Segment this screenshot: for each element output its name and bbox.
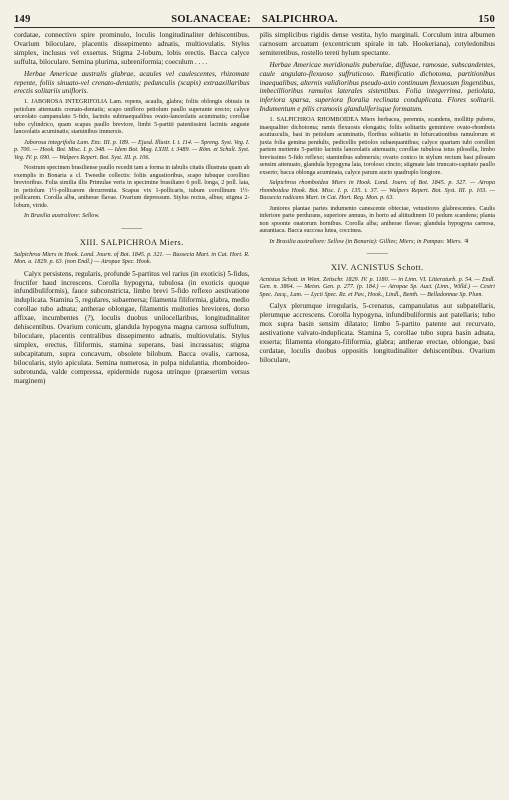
genus-synonymy: Acnistus Schott. in Wien. Zeitschr. 1829. IV. p. 1180. — in Linn. VI. Litteraturb. p. 54. — Endl. Gen. n. 3864. — Meisn. Gen. p. 277. (p. 184.) — Atropae Sp. Auct. (Linn., Willd.) — Cestri Spec. Jacq., Lam. — Lycii Spec. Rz. et Pav., Hook., Lindl., Benth. — Belladonnae Sp. Plum. — [259, 276, 495, 298]
right-running-title: SALPICHROA. — [261, 14, 338, 25]
right-page-number: 150 — [478, 14, 495, 25]
section-divider: ——— — [121, 223, 143, 232]
species-locality: In Brasilia australiore: Sellow. — [24, 213, 100, 220]
right-column — [260, 31, 496, 388]
habit-description: Herbae Americae australis glabrae, acaules vel caulescentes, rhizomate repente, foliis sinuato-vel crenato-dentatis; pedunculis (scapis) extraaxillaribus erectis solitariis unifloris. — [14, 69, 250, 96]
genus-synonymy: Salpichroa Miers in Hook. Lond. Journ. of Bot. 1845. p. 321. — Bussecia Mart. in Cat. Hort. R. Mon. a. 1829. p. 63. (non Endl.) — Atropae Spec. Hook. — [14, 251, 250, 266]
habit-description: Herbae Americae meridionalis puberulae, diffusae, ramosae, subscandentes, caule angulato-flexuoso suffruticoso. Ramificatio dichotoma, partitionibus inaequalibus, alternis validioribus pseudo-axin continuum flexuosum fingentibus, imbecillioribus ramulos laterales sistentibus. Folia integerrima, petiolata, inferiora sparsa, superiora floralia reclinata conduplicata. Flores solitarii. Indumentum e pilis cramosis glanduliferisque formatum. — [259, 60, 495, 114]
left-column — [14, 31, 250, 388]
species-notes: Nostrum specimen brasiliense paullo recedit tam a forma in tabulis citatis illustrata quam ab exemplis in Bonaria a cl. Tweedie collectis: foliis angustioribus, scapo tubuque corollino brevioribus. Folia similia illis Primulae veris in speciminе brasiliano 6 poll. longa, 2 poll. lata, in petiolum 1½-pollicarem decurrentia. Scapus vix 1-pollicaris, tubum corollinum 1½-pollicarem. Corolla alba, antherae flavae. Ovarium depressum. Stylus rectus, albus; stigma 2-lobum, viride. — [14, 165, 250, 209]
text-columns — [14, 31, 495, 388]
running-title — [44, 14, 465, 25]
header-rule — [14, 27, 495, 28]
genus-description: Calyx persistens, regularis, profunde 5-partitus vel rarius (in exoticis) 5-fidus, fructifer haud increscens. Corolla hypogyna, tubulosa (in exoticis quoque infundibuliformis), fauce subconstricta, limbo brevi 5-fido reflexo aestivatione induplicata. Stamina 5, regulares, subaemersa; filamenta filiformia, glabra, medio corollae tubo adnata; antherae oblongae, filamentis multoties breviores, dorso affixae, incumbentes (?), loculis duobus unilocellaribus, longitudinaliter dehiscentibus. Ovarium conicum, glandula hypogyna magna carnosa suffultum, biloculare, placentis centralibus dissepimento adnatis, multiovulatis. Stylus simplex, erectus, filiformis, stamina superans, basi incrassatus; stigma subcapitatum, supra concavum, obsolete bilobum. Bacca ovalis, carnosa, bilocularis, stylo apiculata. Semina numerosa, in pulpa nidulantia, rhomboideo-subrotunda, valde compressa, epidermide rugosa utrinque (praesertim versus marginem) — [14, 269, 250, 385]
left-page-number: 149 — [14, 14, 31, 25]
species-synonymy: Salpichroa rhomboidea Miers in Hook. Lond. Journ. of Bot. 1845. p. 327. — Atropa rhomboidea Hook. Bot. Misc. I. p. 135. t. 37. — Walpers Repert. Bot. Syst. III. p. 103. — Bussecia radicans Mart. in Cat. Hort. Reg. Mon. p. 63. — [259, 180, 495, 202]
genus-heading: XIII. SALPICHROA Miers. — [79, 237, 184, 247]
running-header — [14, 14, 495, 25]
book-page — [14, 14, 495, 786]
species-diagnosis: 1. SALPICHROA RHOMBOIDEA Miers herbacea, perennis, scandens, mollitiр pubens, inaequaliter dichotoma; ramis flexuosis elongatis; foliis solitariis geminisve ovato-rhombeis acutiusculis, basi in petiolum acuminatis, floribus solitariis in bifurcationibus ramulorum et juxta folia gemina pendulis, pedicellis petiolos subaequantibus; calyce quartam tubi corollini partem metiente 5-partito laciniis lanceolatis attenuatis; corollae tubulosa istus pilosella, limbo brevissimo 5-fido reflexo; staminibus submersis; ovario conico in stylum rectum basi pilosum sensim attenuato, glandula hypogyna lata, toroloso cincto; stigmate late truncato-capitato paullo exserto; bacca oblonga acuminata, calyce parum aucto quadruplo longiore. — [259, 117, 495, 176]
genus-description: Calyx plerumque irregularis, 5-crenatus, campanulatus aut subpatellaris, plerumque accrescens. Corolla hypogyna, infundibuliformis aut patellaris; tubo mox supra basin sensim dilatato; limbo 5-partito patente aut recurvato, aestivatione valvato-induplicata. Stamina 5, corollae tubo supra basin adnata, exserta; filamenta elongato-filiformia, glabra; antherae erectae, oblongae, basi cordatae, loculis duobus oppositis longitudinaliter dehiscentibus. Ovarium biloculare, — [259, 302, 495, 364]
genus-description-continued: cordatae, connectivo spire prominulo, loculis longitudinaliter dehiscentibus. Ovarium biloculare, placentis dissepimento adnatis, multiovulatis. Stylus simplex, inclusus vel exsertus. Stigma 2-lobum, lobis erectis. Bacca calyce suffulta, biloculare. Semina plurima, subreniformia; coeculum . . . . — [14, 31, 250, 66]
species-diagnosis: 1. JABOROSA INTEGRIFOLIA Lam. repens, acaulis, glabra; foliis oblongis obtusis in petiolum attenuatis crenato-dentatis; scapo unifloro petiolum paullo superante erecto; calyce urceolato campanulato 5-fido, laciniis subinaequalibus ovato-lanceolatis acuminatis; corollae tubo cylindrico, quam scapus paullo breviore, limbi 5-partiti patentissimi laciniis anguste lanceolatis acuminatis; staminibus immersis. — [14, 99, 250, 136]
left-running-title: SOLANACEAE: — [171, 14, 251, 25]
species-notes: Juniores plantae partes indumento canescente obtectae, vetustiores glabrescentes. Caulis inferiore parte perdurans, superiore annuus, in horto ad altitudinem 10 pedum scandens; planta non spoonte onatorum hornibus. Corolla alba; antherae flavae; glandula hypogyna carnosa, aurantiaca. Bacca succosa lutea, coccinea. — [259, 205, 495, 235]
genus-heading: XIV. ACNISTUS Schott. — [331, 263, 424, 273]
genus-description-continued: pilis simplicibus rigidis dense vestita, hylo marginali. Corculum intra albumen carnosum arcuatum (excentricum spirale in tab. Hookeriana), cotyledonibus semiteretibus, rostello tereti hylum spectante. — [259, 31, 495, 57]
section-divider: ——— — [366, 249, 388, 258]
species-locality: In Brasilia australiore: Sellow (in Bonaria): Gillies; Miers; in Pampas: Miers. ♃ — [269, 238, 470, 245]
species-synonymy: Jaborosa integrifolia Lam. Enc. III. p. 189. — Ejusd. Illustr. I. t. 114. — Spreng. Syst. Veg. I. p. 700. — Hook. Bot. Misc. I. p. 348. — Idem Bot. Mag. LXIII. t. 3489. — Röm. et Schult. Syst. Veg. IV. p. 690. — Walpers Repert. Bot. Syst. III. p. 106. — [14, 139, 250, 161]
